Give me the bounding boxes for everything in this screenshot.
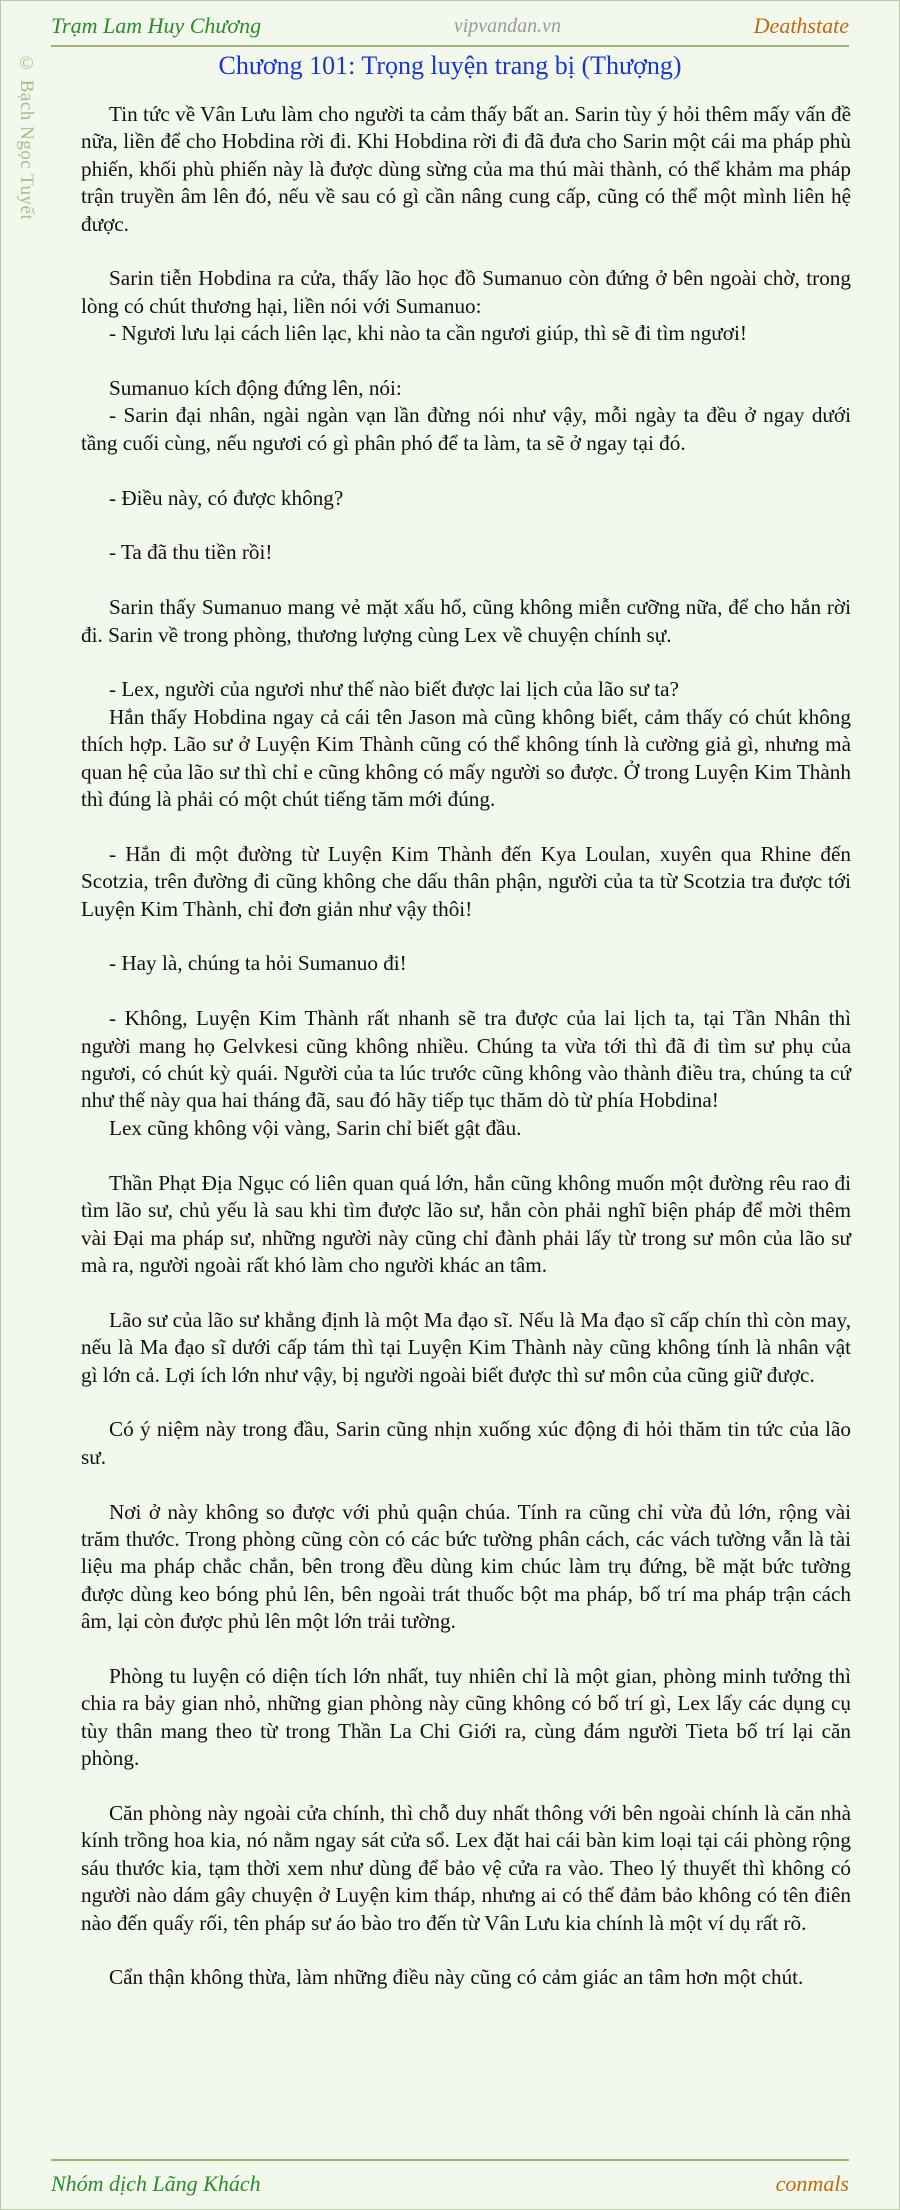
paragraph: Thần Phạt Địa Ngục có liên quan quá lớn, hắn cũng không muốn một đường rêu rao đi tìm lão sư, chủ yếu là sau khi tìm được lão sư, hắn còn phải nghĩ biện pháp để mời thêm vài Đại ma pháp sư, những người này cũng chỉ đành phải lấy từ trong sư môn của lão sư mà ra, người ngoài rất khó làm cho người khác an tâm.: [81, 1170, 851, 1277]
paragraph: Cẩn thận không thừa, làm những điều này cũng có cảm giác an tâm hơn một chút.: [109, 1965, 804, 1990]
paragraph: - Điều này, có được không?: [109, 485, 344, 510]
paragraph: Căn phòng này ngoài cửa chính, thì chỗ duy nhất thông với bên ngoài chính là căn nhà kính trồng hoa kia, nó nằm ngay sát cửa sổ. Lex đặt hai cái bàn kim loại tại cái phòng rộng sáu thước kia, tạm thời xem như dùng để bảo vệ cửa ra vào. Theo lý thuyết thì không có người nào dám gây chuyện ở Luyện kim tháp, nhưng ai có thể đảm bảo không có tên điên nào đến quấy rối, tên pháp sư áo bào tro đến từ Vân Lưu kia chính là một ví dụ rất rõ.: [81, 1800, 851, 1935]
paragraph: Sumanuo kích động đứng lên, nói:: [109, 376, 402, 401]
paragraph: Tin tức về Vân Lưu làm cho người ta cảm thấy bất an. Sarin tùy ý hỏi thêm mấy vấn đề nữa, liền để cho Hobdina rời đi. Khi Hobdina rời đi đã đưa cho Sarin một cái ma pháp phù phiến, khối phù phiến này là được dùng sừng của ma thú mài thành, có thể khảm ma pháp trận truyền âm lên đó, nếu về sau có gì cần nâng cung cấp, cũng có thể một mình liên hệ được.: [81, 102, 851, 236]
paragraph: - Sarin đại nhân, ngài ngàn vạn lần đừng nói như vậy, mỗi ngày ta đều ở ngay dưới tầng cuối cùng, nếu ngươi có gì phân phó để ta làm, ta sẽ ở ngay tại đó.: [81, 403, 851, 455]
footer-translator: Nhóm dịch Lãng Khách: [51, 2171, 261, 2196]
header-divider: [51, 45, 849, 47]
paragraph: Sarin thấy Sumanuo mang vẻ mặt xấu hổ, cũng không miễn cưỡng nữa, để cho hắn rời đi. Sarin về trong phòng, thương lượng cùng Lex về chuyện chính sự.: [81, 595, 851, 647]
paragraph: - Ngươi lưu lại cách liên lạc, khi nào ta cần ngươi giúp, thì sẽ đi tìm ngươi!: [109, 321, 747, 346]
paragraph: - Không, Luyện Kim Thành rất nhanh sẽ tra được của lai lịch ta, tại Tần Nhân thì người mang họ Gelvkesi cũng không nhiều. Chúng ta vừa tới thì đã đi tìm sư phụ của ngươi, có chút kỳ quái. Người của ta lúc trước cũng không vào thành điều tra, chúng ta cứ như thế này qua hai tháng đã, sau đó hãy tiếp tục thăm dò từ phía Hobdina!: [81, 1006, 851, 1113]
paragraph: Phòng tu luyện có diện tích lớn nhất, tuy nhiên chỉ là một gian, phòng minh tưởng thì chia ra bảy gian nhỏ, những gian phòng này cũng không có bố trí gì, Lex lấy các dụng cụ tùy thân mang theo từ trong Thần La Chi Giới ra, cùng đám người Tieta bố trí lại căn phòng.: [81, 1663, 851, 1771]
paragraph: Có ý niệm này trong đầu, Sarin cũng nhịn xuống xúc động đi hỏi thăm tin tức của lão sư.: [81, 1417, 851, 1469]
paragraph: - Hay là, chúng ta hỏi Sumanuo đi!: [109, 951, 407, 976]
paragraph: - Ta đã thu tiền rồi!: [109, 540, 273, 565]
header-site: vipvandan.vn: [453, 14, 562, 37]
page-footer: [51, 2167, 849, 2201]
paragraph: Sarin tiễn Hobdina ra cửa, thấy lão học đồ Sumanuo còn đứng ở bên ngoài chờ, trong lòng có chút thương hại, liền nói với Sumanuo:: [81, 266, 851, 318]
paragraph: - Hắn đi một đường từ Luyện Kim Thành đến Kya Loulan, xuyên qua Rhine đến Scotzia, trên đường đi cũng không che dấu thân phận, người của ta từ Scotzia tra được tới Luyện Kim Thành, chỉ đơn giản như vậy thôi!: [81, 841, 851, 921]
chapter-body: [81, 101, 851, 1992]
paragraph: Nơi ở này không so được với phủ quận chúa. Tính ra cũng chỉ vừa đủ lớn, rộng vài trăm thước. Trong phòng cũng còn có các bức tường phân cách, các vách tường vẫn là tài liệu ma pháp chắc chắn, bên trong đều dùng kim chúc làm trụ đứng, bề mặt bức tường được dùng keo bóng phủ lên, bên ngoài trát thuốc bột ma pháp, bố trí ma pháp trận cách âm, lại còn được phủ lên một lớn trải tường.: [81, 1499, 851, 1634]
paragraph: Hắn thấy Hobdina ngay cả cái tên Jason mà cũng không biết, cảm thấy có chút không thích hợp. Lão sư ở Luyện Kim Thành cũng có thể không tính là cường giả gì, nhưng mà quan hệ của lão sư thì chỉ e cũng không có mấy người so được. Ở trong Luyện Kim Thành thì đúng là phải có một chút tiếng tăm mới đúng.: [81, 704, 851, 812]
header-author: Deathstate: [753, 13, 849, 38]
paragraph: - Lex, người của ngươi như thế nào biết được lai lịch của lão sư ta?: [109, 677, 679, 702]
header-book-title: Trạm Lam Huy Chương: [51, 13, 262, 38]
paragraph: Lão sư của lão sư khẳng định là một Ma đạo sĩ. Nếu là Ma đạo sĩ cấp chín thì còn may, nếu là Ma đạo sĩ dưới cấp tám thì tại Luyện Kim Thành này cũng không tính là nhân vật gì lớn cả. Lợi ích lớn như vậy, bị người ngoài biết được thì sư môn của cũng giữ được.: [81, 1307, 851, 1387]
footer-editor: conmals: [775, 2171, 849, 2196]
copyright-watermark: © Bạch Ngọc Tuyết: [16, 53, 37, 221]
chapter-title: Chương 101: Trọng luyện trang bị (Thượng): [218, 51, 682, 80]
paragraph: Lex cũng không vội vàng, Sarin chỉ biết gật đầu.: [109, 1115, 522, 1140]
page-header: [51, 9, 849, 43]
footer-divider: [51, 2159, 849, 2161]
